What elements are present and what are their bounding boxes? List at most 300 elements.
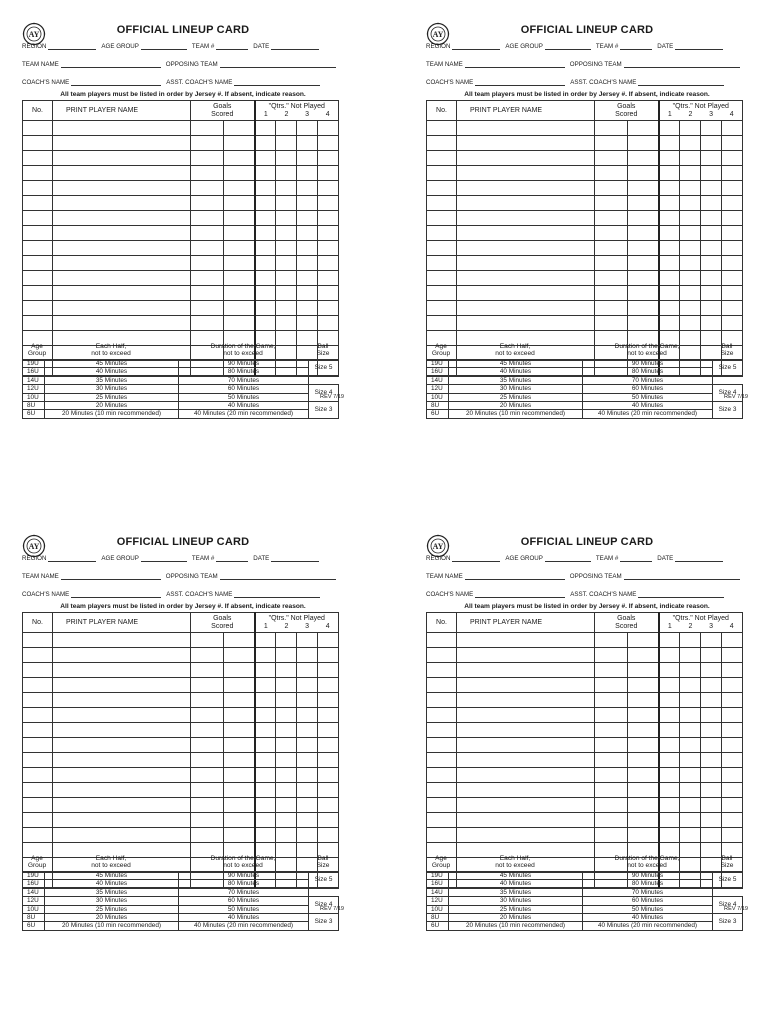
quarter-4-cell[interactable] (318, 121, 339, 136)
quarter-4-cell[interactable] (318, 316, 339, 331)
quarter-3-cell[interactable] (297, 663, 318, 678)
quarter-2-cell[interactable] (680, 783, 701, 798)
quarter-1-cell[interactable] (659, 256, 680, 271)
quarter-2-cell[interactable] (680, 241, 701, 256)
quarter-4-cell[interactable] (318, 738, 339, 753)
goals-cell-b[interactable] (224, 723, 255, 738)
number-cell[interactable] (427, 828, 457, 843)
quarter-1-cell[interactable] (255, 768, 276, 783)
goals-cell-a[interactable] (595, 693, 628, 708)
quarter-4-cell[interactable] (722, 241, 743, 256)
number-cell[interactable] (23, 753, 53, 768)
goals-cell-b[interactable] (224, 316, 255, 331)
quarter-1-cell[interactable] (659, 136, 680, 151)
goals-cell-a[interactable] (191, 286, 224, 301)
quarter-4-cell[interactable] (722, 196, 743, 211)
quarter-2-cell[interactable] (680, 166, 701, 181)
number-cell[interactable] (427, 798, 457, 813)
quarter-3-cell[interactable] (297, 316, 318, 331)
goals-cell-a[interactable] (595, 241, 628, 256)
region-field[interactable] (48, 555, 96, 562)
player-name-cell[interactable] (53, 316, 191, 331)
quarter-2-cell[interactable] (276, 136, 297, 151)
player-name-cell[interactable] (457, 648, 595, 663)
quarter-2-cell[interactable] (680, 151, 701, 166)
number-cell[interactable] (427, 633, 457, 648)
quarter-4-cell[interactable] (318, 813, 339, 828)
goals-cell-a[interactable] (191, 798, 224, 813)
number-cell[interactable] (427, 723, 457, 738)
goals-cell-a[interactable] (595, 121, 628, 136)
player-name-cell[interactable] (53, 693, 191, 708)
quarter-3-cell[interactable] (701, 633, 722, 648)
quarter-2-cell[interactable] (680, 271, 701, 286)
quarter-3-cell[interactable] (701, 226, 722, 241)
goals-cell-b[interactable] (224, 783, 255, 798)
number-cell[interactable] (427, 196, 457, 211)
goals-cell-a[interactable] (191, 828, 224, 843)
quarter-2-cell[interactable] (680, 301, 701, 316)
quarter-1-cell[interactable] (659, 241, 680, 256)
player-name-cell[interactable] (457, 286, 595, 301)
quarter-3-cell[interactable] (701, 663, 722, 678)
player-name-cell[interactable] (457, 678, 595, 693)
number-cell[interactable] (427, 648, 457, 663)
quarter-4-cell[interactable] (722, 301, 743, 316)
number-cell[interactable] (427, 693, 457, 708)
goals-cell-b[interactable] (628, 256, 659, 271)
goals-cell-b[interactable] (628, 196, 659, 211)
player-name-cell[interactable] (53, 708, 191, 723)
number-cell[interactable] (23, 648, 53, 663)
quarter-3-cell[interactable] (701, 286, 722, 301)
goals-cell-a[interactable] (595, 181, 628, 196)
quarter-4-cell[interactable] (318, 648, 339, 663)
goals-cell-a[interactable] (191, 301, 224, 316)
player-name-cell[interactable] (53, 738, 191, 753)
quarter-3-cell[interactable] (701, 181, 722, 196)
goals-cell-a[interactable] (595, 136, 628, 151)
quarter-4-cell[interactable] (318, 136, 339, 151)
player-name-cell[interactable] (53, 678, 191, 693)
quarter-4-cell[interactable] (318, 256, 339, 271)
number-cell[interactable] (23, 151, 53, 166)
quarter-3-cell[interactable] (297, 136, 318, 151)
quarter-2-cell[interactable] (680, 211, 701, 226)
quarter-4-cell[interactable] (318, 678, 339, 693)
quarter-2-cell[interactable] (276, 196, 297, 211)
goals-cell-b[interactable] (224, 693, 255, 708)
quarter-4-cell[interactable] (722, 738, 743, 753)
quarter-3-cell[interactable] (701, 316, 722, 331)
quarter-4-cell[interactable] (318, 768, 339, 783)
quarter-1-cell[interactable] (659, 271, 680, 286)
goals-cell-a[interactable] (595, 828, 628, 843)
quarter-2-cell[interactable] (276, 693, 297, 708)
goals-cell-a[interactable] (191, 708, 224, 723)
goals-cell-b[interactable] (628, 316, 659, 331)
number-cell[interactable] (427, 813, 457, 828)
region-field[interactable] (452, 43, 500, 50)
quarter-3-cell[interactable] (701, 693, 722, 708)
goals-cell-b[interactable] (628, 211, 659, 226)
goals-cell-a[interactable] (191, 738, 224, 753)
goals-cell-b[interactable] (628, 226, 659, 241)
asst-coach-name-field[interactable] (234, 591, 320, 598)
player-name-cell[interactable] (457, 316, 595, 331)
team-name-field[interactable] (61, 573, 161, 580)
goals-cell-b[interactable] (224, 753, 255, 768)
quarter-4-cell[interactable] (722, 136, 743, 151)
quarter-1-cell[interactable] (659, 151, 680, 166)
quarter-3-cell[interactable] (701, 166, 722, 181)
quarter-1-cell[interactable] (255, 301, 276, 316)
quarter-4-cell[interactable] (318, 166, 339, 181)
player-name-cell[interactable] (53, 271, 191, 286)
number-cell[interactable] (23, 828, 53, 843)
quarter-1-cell[interactable] (255, 678, 276, 693)
quarter-3-cell[interactable] (701, 256, 722, 271)
player-name-cell[interactable] (457, 768, 595, 783)
quarter-1-cell[interactable] (255, 271, 276, 286)
player-name-cell[interactable] (457, 166, 595, 181)
quarter-2-cell[interactable] (276, 783, 297, 798)
goals-cell-a[interactable] (595, 226, 628, 241)
number-cell[interactable] (23, 783, 53, 798)
quarter-3-cell[interactable] (297, 693, 318, 708)
goals-cell-a[interactable] (191, 768, 224, 783)
player-name-cell[interactable] (53, 813, 191, 828)
age-group-field[interactable] (545, 43, 591, 50)
number-cell[interactable] (427, 121, 457, 136)
quarter-2-cell[interactable] (276, 633, 297, 648)
goals-cell-a[interactable] (595, 663, 628, 678)
number-cell[interactable] (427, 708, 457, 723)
quarter-3-cell[interactable] (701, 211, 722, 226)
quarter-4-cell[interactable] (318, 828, 339, 843)
quarter-2-cell[interactable] (680, 768, 701, 783)
quarter-2-cell[interactable] (680, 678, 701, 693)
player-name-cell[interactable] (457, 738, 595, 753)
quarter-3-cell[interactable] (297, 241, 318, 256)
number-cell[interactable] (427, 256, 457, 271)
quarter-2-cell[interactable] (680, 693, 701, 708)
number-cell[interactable] (23, 798, 53, 813)
quarter-1-cell[interactable] (255, 633, 276, 648)
date-field[interactable] (271, 43, 319, 50)
goals-cell-a[interactable] (595, 798, 628, 813)
team-name-field[interactable] (61, 61, 161, 68)
quarter-2-cell[interactable] (680, 663, 701, 678)
quarter-3-cell[interactable] (297, 813, 318, 828)
number-cell[interactable] (23, 708, 53, 723)
number-cell[interactable] (427, 166, 457, 181)
goals-cell-b[interactable] (224, 271, 255, 286)
quarter-4-cell[interactable] (722, 768, 743, 783)
opposing-team-field[interactable] (624, 573, 740, 580)
quarter-1-cell[interactable] (659, 708, 680, 723)
quarter-3-cell[interactable] (701, 136, 722, 151)
quarter-1-cell[interactable] (659, 693, 680, 708)
quarter-2-cell[interactable] (276, 151, 297, 166)
quarter-3-cell[interactable] (297, 226, 318, 241)
quarter-1-cell[interactable] (659, 648, 680, 663)
goals-cell-b[interactable] (628, 738, 659, 753)
player-name-cell[interactable] (457, 301, 595, 316)
team-name-field[interactable] (465, 573, 565, 580)
quarter-1-cell[interactable] (255, 181, 276, 196)
player-name-cell[interactable] (53, 151, 191, 166)
number-cell[interactable] (427, 301, 457, 316)
quarter-1-cell[interactable] (659, 226, 680, 241)
number-cell[interactable] (427, 226, 457, 241)
goals-cell-a[interactable] (595, 166, 628, 181)
player-name-cell[interactable] (457, 633, 595, 648)
goals-cell-a[interactable] (191, 226, 224, 241)
player-name-cell[interactable] (53, 723, 191, 738)
number-cell[interactable] (23, 663, 53, 678)
asst-coach-name-field[interactable] (638, 591, 724, 598)
asst-coach-name-field[interactable] (638, 79, 724, 86)
quarter-3-cell[interactable] (297, 301, 318, 316)
goals-cell-b[interactable] (628, 708, 659, 723)
goals-cell-b[interactable] (224, 256, 255, 271)
quarter-1-cell[interactable] (255, 813, 276, 828)
quarter-1-cell[interactable] (255, 121, 276, 136)
goals-cell-b[interactable] (224, 196, 255, 211)
quarter-2-cell[interactable] (276, 723, 297, 738)
quarter-2-cell[interactable] (276, 181, 297, 196)
quarter-2-cell[interactable] (276, 286, 297, 301)
quarter-4-cell[interactable] (722, 708, 743, 723)
number-cell[interactable] (427, 753, 457, 768)
quarter-1-cell[interactable] (255, 783, 276, 798)
quarter-1-cell[interactable] (255, 211, 276, 226)
quarter-4-cell[interactable] (318, 271, 339, 286)
player-name-cell[interactable] (457, 813, 595, 828)
quarter-3-cell[interactable] (701, 241, 722, 256)
quarter-1-cell[interactable] (255, 241, 276, 256)
goals-cell-b[interactable] (628, 753, 659, 768)
quarter-4-cell[interactable] (318, 693, 339, 708)
player-name-cell[interactable] (53, 648, 191, 663)
date-field[interactable] (271, 555, 319, 562)
quarter-4-cell[interactable] (318, 286, 339, 301)
goals-cell-b[interactable] (628, 693, 659, 708)
quarter-4-cell[interactable] (722, 753, 743, 768)
goals-cell-a[interactable] (191, 271, 224, 286)
goals-cell-b[interactable] (628, 633, 659, 648)
number-cell[interactable] (23, 723, 53, 738)
quarter-4-cell[interactable] (318, 783, 339, 798)
goals-cell-b[interactable] (628, 828, 659, 843)
goals-cell-a[interactable] (191, 166, 224, 181)
quarter-1-cell[interactable] (255, 798, 276, 813)
quarter-1-cell[interactable] (659, 121, 680, 136)
quarter-4-cell[interactable] (722, 121, 743, 136)
goals-cell-b[interactable] (628, 286, 659, 301)
player-name-cell[interactable] (53, 211, 191, 226)
player-name-cell[interactable] (53, 181, 191, 196)
quarter-3-cell[interactable] (701, 678, 722, 693)
number-cell[interactable] (23, 693, 53, 708)
player-name-cell[interactable] (457, 121, 595, 136)
quarter-3-cell[interactable] (297, 768, 318, 783)
player-name-cell[interactable] (457, 181, 595, 196)
quarter-2-cell[interactable] (680, 708, 701, 723)
number-cell[interactable] (23, 196, 53, 211)
player-name-cell[interactable] (457, 783, 595, 798)
goals-cell-b[interactable] (628, 813, 659, 828)
number-cell[interactable] (23, 166, 53, 181)
goals-cell-b[interactable] (628, 723, 659, 738)
quarter-1-cell[interactable] (659, 316, 680, 331)
quarter-1-cell[interactable] (255, 648, 276, 663)
goals-cell-b[interactable] (224, 828, 255, 843)
quarter-4-cell[interactable] (318, 708, 339, 723)
quarter-2-cell[interactable] (276, 813, 297, 828)
number-cell[interactable] (427, 768, 457, 783)
quarter-4-cell[interactable] (722, 226, 743, 241)
number-cell[interactable] (23, 813, 53, 828)
quarter-2-cell[interactable] (680, 121, 701, 136)
quarter-4-cell[interactable] (318, 196, 339, 211)
goals-cell-a[interactable] (191, 211, 224, 226)
team-number-field[interactable] (216, 555, 248, 562)
quarter-1-cell[interactable] (659, 196, 680, 211)
number-cell[interactable] (23, 286, 53, 301)
age-group-field[interactable] (141, 43, 187, 50)
goals-cell-a[interactable] (595, 196, 628, 211)
player-name-cell[interactable] (53, 663, 191, 678)
quarter-3-cell[interactable] (701, 723, 722, 738)
number-cell[interactable] (23, 271, 53, 286)
goals-cell-a[interactable] (595, 708, 628, 723)
player-name-cell[interactable] (457, 151, 595, 166)
quarter-3-cell[interactable] (297, 678, 318, 693)
quarter-2-cell[interactable] (276, 798, 297, 813)
goals-cell-b[interactable] (628, 301, 659, 316)
goals-cell-b[interactable] (224, 768, 255, 783)
player-name-cell[interactable] (457, 708, 595, 723)
quarter-4-cell[interactable] (318, 301, 339, 316)
goals-cell-b[interactable] (628, 271, 659, 286)
quarter-4-cell[interactable] (318, 723, 339, 738)
quarter-3-cell[interactable] (701, 828, 722, 843)
quarter-2-cell[interactable] (276, 256, 297, 271)
goals-cell-a[interactable] (191, 241, 224, 256)
number-cell[interactable] (23, 226, 53, 241)
player-name-cell[interactable] (457, 211, 595, 226)
coach-name-field[interactable] (475, 79, 565, 86)
opposing-team-field[interactable] (220, 61, 336, 68)
quarter-1-cell[interactable] (255, 753, 276, 768)
quarter-3-cell[interactable] (297, 286, 318, 301)
quarter-1-cell[interactable] (659, 301, 680, 316)
number-cell[interactable] (427, 181, 457, 196)
player-name-cell[interactable] (53, 753, 191, 768)
goals-cell-b[interactable] (628, 121, 659, 136)
goals-cell-a[interactable] (191, 753, 224, 768)
goals-cell-b[interactable] (628, 663, 659, 678)
player-name-cell[interactable] (53, 286, 191, 301)
coach-name-field[interactable] (71, 591, 161, 598)
player-name-cell[interactable] (457, 663, 595, 678)
quarter-4-cell[interactable] (722, 633, 743, 648)
quarter-4-cell[interactable] (722, 678, 743, 693)
player-name-cell[interactable] (457, 693, 595, 708)
number-cell[interactable] (427, 241, 457, 256)
goals-cell-a[interactable] (595, 301, 628, 316)
age-group-field[interactable] (545, 555, 591, 562)
player-name-cell[interactable] (53, 226, 191, 241)
goals-cell-a[interactable] (191, 693, 224, 708)
goals-cell-a[interactable] (595, 316, 628, 331)
goals-cell-a[interactable] (595, 151, 628, 166)
goals-cell-b[interactable] (628, 798, 659, 813)
player-name-cell[interactable] (457, 723, 595, 738)
quarter-3-cell[interactable] (297, 798, 318, 813)
quarter-2-cell[interactable] (680, 813, 701, 828)
quarter-1-cell[interactable] (255, 151, 276, 166)
quarter-1-cell[interactable] (659, 211, 680, 226)
quarter-2-cell[interactable] (680, 798, 701, 813)
quarter-2-cell[interactable] (276, 316, 297, 331)
goals-cell-a[interactable] (191, 633, 224, 648)
quarter-1-cell[interactable] (659, 166, 680, 181)
quarter-2-cell[interactable] (680, 181, 701, 196)
player-name-cell[interactable] (53, 633, 191, 648)
goals-cell-b[interactable] (224, 136, 255, 151)
quarter-2-cell[interactable] (680, 648, 701, 663)
player-name-cell[interactable] (457, 828, 595, 843)
quarter-3-cell[interactable] (297, 648, 318, 663)
player-name-cell[interactable] (457, 241, 595, 256)
goals-cell-b[interactable] (628, 768, 659, 783)
quarter-4-cell[interactable] (722, 271, 743, 286)
quarter-4-cell[interactable] (318, 151, 339, 166)
quarter-3-cell[interactable] (297, 151, 318, 166)
number-cell[interactable] (23, 678, 53, 693)
number-cell[interactable] (427, 678, 457, 693)
quarter-3-cell[interactable] (297, 196, 318, 211)
quarter-2-cell[interactable] (276, 301, 297, 316)
player-name-cell[interactable] (53, 196, 191, 211)
quarter-3-cell[interactable] (297, 256, 318, 271)
goals-cell-b[interactable] (628, 241, 659, 256)
number-cell[interactable] (427, 286, 457, 301)
quarter-3-cell[interactable] (297, 708, 318, 723)
number-cell[interactable] (23, 768, 53, 783)
player-name-cell[interactable] (53, 783, 191, 798)
goals-cell-b[interactable] (224, 663, 255, 678)
quarter-1-cell[interactable] (659, 813, 680, 828)
goals-cell-a[interactable] (191, 196, 224, 211)
quarter-4-cell[interactable] (318, 753, 339, 768)
quarter-3-cell[interactable] (701, 196, 722, 211)
quarter-4-cell[interactable] (722, 286, 743, 301)
quarter-1-cell[interactable] (255, 723, 276, 738)
goals-cell-a[interactable] (595, 783, 628, 798)
quarter-3-cell[interactable] (701, 783, 722, 798)
player-name-cell[interactable] (457, 136, 595, 151)
number-cell[interactable] (427, 738, 457, 753)
goals-cell-b[interactable] (224, 301, 255, 316)
quarter-1-cell[interactable] (255, 256, 276, 271)
player-name-cell[interactable] (53, 798, 191, 813)
goals-cell-b[interactable] (224, 181, 255, 196)
goals-cell-a[interactable] (191, 151, 224, 166)
